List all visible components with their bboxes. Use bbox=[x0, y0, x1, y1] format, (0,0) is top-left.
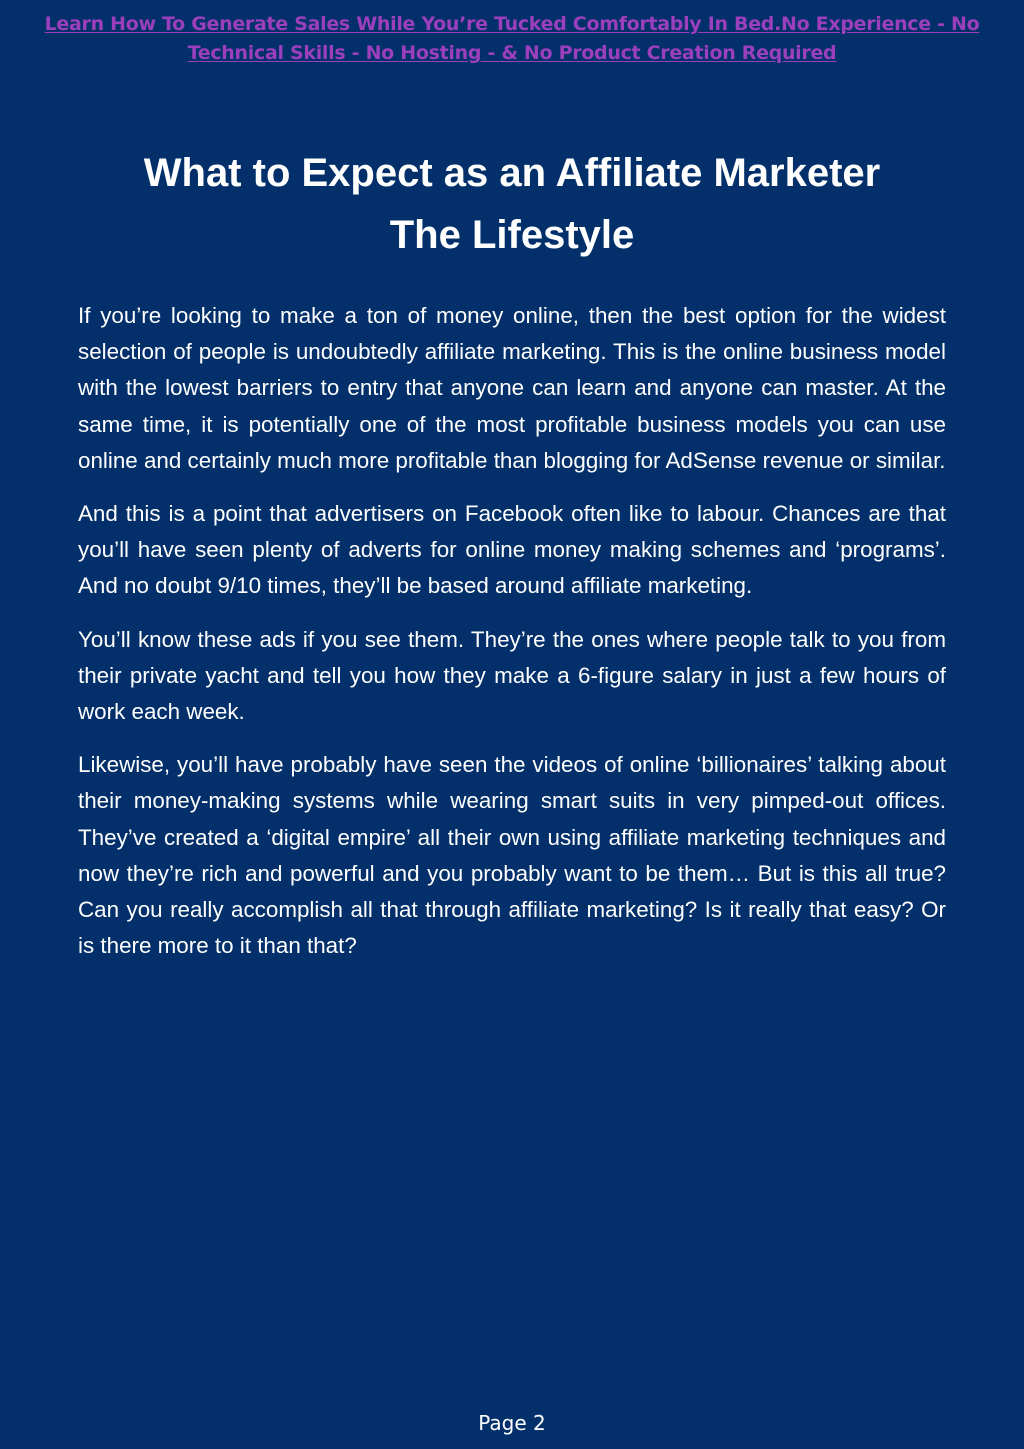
page-number: Page 2 bbox=[478, 1411, 546, 1435]
article-body bbox=[78, 298, 946, 981]
page-title bbox=[40, 142, 984, 266]
paragraph-2: And this is a point that advertisers on Facebook often like to labour. Chances are that you’ll have seen plenty of adverts for online money making schemes and ‘programs’. And no doubt 9/10 times, they’ll be based around affiliate marketing. bbox=[78, 501, 946, 599]
page-subtitle: The Lifestyle bbox=[389, 213, 635, 257]
page-title-line-1: What to Expect as an Affiliate Marketer bbox=[143, 151, 881, 195]
paragraph-3: You’ll know these ads if you see them. They’re the ones where people talk to you from their private yacht and tell you how they make a 6-figure salary in just a few hours of work each week. bbox=[78, 626, 946, 725]
promo-banner bbox=[30, 10, 994, 68]
paragraph-1: If you’re looking to make a ton of money online, then the best option for the widest selection of people is undoubtedly affiliate marketing. This is the online business model with the lowest barriers to entry that anyone can learn and anyone can master. At the same time, it is potentially one of the most profitable business models you can use online and certainly much more profitable than blogging for AdSense revenue or similar. bbox=[78, 303, 946, 473]
promo-link[interactable]: Learn How To Generate Sales While You’re Tucked Comfortably In Bed.No Experience - No Technical Skills - No Hosting - & No Product Creation Required bbox=[44, 13, 980, 64]
paragraph-4: Likewise, you’ll have probably have seen the videos of online ‘billionaires’ talking about their money-making systems while wearing smart suits in very pimped-out offices. They’ve created a ‘digital empire’ all their own using affiliate marketing techniques and now they’re rich and powerful and you probably want to be them… But is this all true? Can you really accomplish all that through affiliate marketing? Is it really that easy? Or is there more to it than that? bbox=[78, 752, 946, 959]
